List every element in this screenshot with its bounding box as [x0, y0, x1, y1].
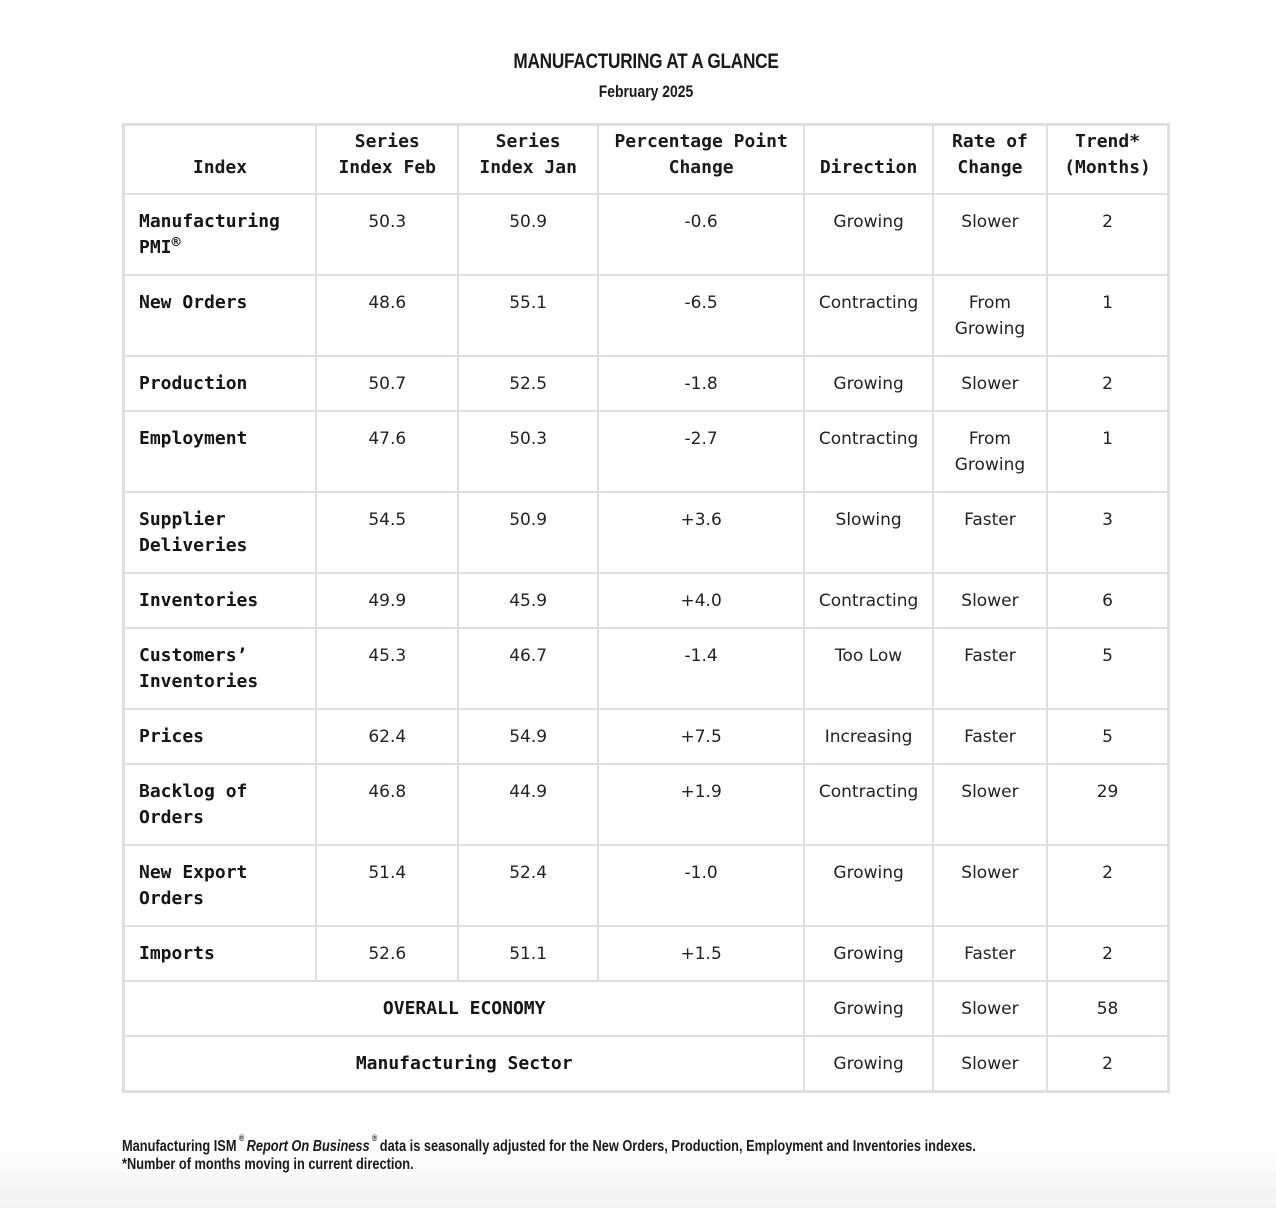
- cell-trend: [1047, 845, 1168, 926]
- cell-trend: [1047, 573, 1168, 628]
- table-row: [124, 573, 1169, 628]
- cell-pp-change: [598, 926, 805, 981]
- cell-rate-text: Slower: [961, 374, 1019, 394]
- cell-direction: [804, 275, 932, 356]
- cell-pp-change: [598, 275, 805, 356]
- cell-index-text: Manufacturing PMI: [139, 211, 280, 258]
- cell-trend: 2: [1047, 1036, 1168, 1092]
- cell-index: [124, 411, 317, 492]
- cell-trend-text: 1: [1102, 429, 1113, 449]
- cell-series-feb: [316, 573, 458, 628]
- cell-series-feb-text: 50.7: [368, 374, 407, 394]
- registered-mark-1: ®: [238, 1133, 245, 1143]
- cell-series-feb: [316, 275, 458, 356]
- table-row: [124, 411, 1169, 492]
- cell-pp-change-text: +1.9: [680, 782, 722, 802]
- header-index: Index: [124, 125, 317, 195]
- cell-series-jan-text: 44.9: [509, 782, 548, 802]
- cell-series-feb-text: 51.4: [368, 863, 407, 883]
- cell-index-text: New Orders: [139, 292, 248, 313]
- cell-series-feb-text: 48.6: [368, 293, 407, 313]
- table-row: [124, 845, 1169, 926]
- cell-series-jan-text: 54.9: [509, 727, 548, 747]
- cell-direction-text: Growing: [833, 863, 904, 883]
- cell-rate-text: From Growing: [954, 293, 1026, 339]
- table-row: [124, 764, 1169, 845]
- footnote: [122, 1133, 976, 1174]
- cell-index-text: New Export Orders: [139, 862, 248, 909]
- cell-direction-text: Slowing: [835, 510, 902, 530]
- cell-series-jan-text: 46.7: [509, 646, 548, 666]
- cell-direction: [804, 411, 932, 492]
- cell-series-jan: [458, 845, 597, 926]
- cell-pp-change: [598, 356, 805, 411]
- cell-direction-text: Increasing: [824, 727, 913, 747]
- cell-series-feb: [316, 845, 458, 926]
- cell-direction: [804, 628, 932, 709]
- cell-index: [124, 492, 317, 573]
- cell-trend: [1047, 194, 1168, 275]
- cell-direction-text: Too Low: [835, 646, 903, 666]
- cell-index-text: Supplier Deliveries: [139, 509, 248, 556]
- cell-pp-change-text: -1.8: [684, 374, 718, 394]
- cell-direction: Growing: [804, 1036, 932, 1092]
- cell-series-feb: [316, 709, 458, 764]
- summary-row: [124, 981, 1169, 1036]
- cell-series-feb-text: 46.8: [368, 782, 407, 802]
- cell-rate: [933, 573, 1047, 628]
- cell-index-text: Imports: [139, 943, 215, 964]
- cell-rate-text: Faster: [964, 944, 1016, 964]
- cell-trend: 58: [1047, 981, 1168, 1036]
- cell-rate-text: From Growing: [954, 429, 1026, 475]
- cell-pp-change-text: -0.6: [684, 212, 718, 232]
- cell-series-jan-text: 50.9: [509, 510, 548, 530]
- cell-series-feb: [316, 194, 458, 275]
- header-series-jan: Series Index Jan: [458, 125, 597, 195]
- cell-trend-text: 29: [1096, 782, 1119, 802]
- cell-series-jan: [458, 492, 597, 573]
- cell-series-feb: [316, 926, 458, 981]
- cell-trend-text: 1: [1102, 293, 1113, 313]
- cell-direction: [804, 926, 932, 981]
- cell-direction: [804, 194, 932, 275]
- cell-trend: [1047, 275, 1168, 356]
- cell-trend: [1047, 709, 1168, 764]
- cell-series-feb-text: 45.3: [368, 646, 407, 666]
- cell-rate: [933, 356, 1047, 411]
- header-row: [124, 125, 1169, 195]
- table-row: [124, 709, 1169, 764]
- cell-rate-text: Slower: [961, 591, 1019, 611]
- cell-pp-change: [598, 411, 805, 492]
- cell-series-jan: [458, 926, 597, 981]
- cell-trend-text: 2: [1102, 374, 1113, 394]
- cell-series-jan-text: 52.4: [509, 863, 548, 883]
- manufacturing-table: [122, 123, 1170, 1093]
- summary-label: Manufacturing Sector: [124, 1036, 805, 1092]
- cell-direction-text: Contracting: [818, 782, 919, 802]
- cell-pp-change: [598, 845, 805, 926]
- cell-series-feb-text: 62.4: [368, 727, 407, 747]
- cell-trend-text: 2: [1102, 212, 1113, 232]
- cell-series-feb-text: 54.5: [368, 510, 407, 530]
- header-direction: Direction: [804, 125, 932, 195]
- cell-index: [124, 628, 317, 709]
- cell-series-feb-text: 52.6: [368, 944, 407, 964]
- cell-direction-text: Growing: [833, 944, 904, 964]
- table-row: [124, 356, 1169, 411]
- cell-direction: [804, 709, 932, 764]
- cell-direction: [804, 764, 932, 845]
- cell-index-text: Production: [139, 373, 248, 394]
- cell-rate: [933, 628, 1047, 709]
- cell-trend-text: 5: [1102, 727, 1113, 747]
- cell-direction-text: Growing: [833, 212, 904, 232]
- cell-series-jan-text: 55.1: [509, 293, 548, 313]
- cell-direction: [804, 492, 932, 573]
- cell-series-feb-text: 49.9: [368, 591, 407, 611]
- cell-pp-change-text: -1.0: [684, 863, 718, 883]
- cell-index: [124, 845, 317, 926]
- cell-trend: [1047, 764, 1168, 845]
- cell-rate: [933, 194, 1047, 275]
- cell-rate-text: Slower: [961, 212, 1019, 232]
- cell-trend-text: 2: [1102, 863, 1113, 883]
- cell-pp-change-text: -2.7: [684, 429, 718, 449]
- header-series-feb: Series Index Feb: [316, 125, 458, 195]
- cell-direction: [804, 845, 932, 926]
- cell-rate: [933, 492, 1047, 573]
- cell-series-feb: [316, 356, 458, 411]
- cell-pp-change-text: +4.0: [680, 591, 722, 611]
- cell-series-jan: [458, 411, 597, 492]
- cell-index-text: Customers’ Inventories: [139, 645, 259, 692]
- cell-pp-change: [598, 764, 805, 845]
- cell-index: [124, 573, 317, 628]
- cell-series-jan-text: 45.9: [509, 591, 548, 611]
- cell-rate: [933, 764, 1047, 845]
- cell-index: [124, 194, 317, 275]
- cell-series-feb: [316, 764, 458, 845]
- header-trend: Trend* (Months): [1047, 125, 1168, 195]
- cell-series-jan-text: 51.1: [509, 944, 548, 964]
- cell-pp-change: [598, 709, 805, 764]
- cell-direction-text: Contracting: [818, 293, 919, 313]
- cell-series-feb: [316, 492, 458, 573]
- table-row: [124, 492, 1169, 573]
- cell-index-text: Backlog of Orders: [139, 781, 248, 828]
- cell-series-feb-text: 47.6: [368, 429, 407, 449]
- cell-trend-text: 3: [1102, 510, 1113, 530]
- cell-pp-change-text: +3.6: [680, 510, 722, 530]
- cell-trend: [1047, 492, 1168, 573]
- header-pp-change: Percentage Point Change: [598, 125, 805, 195]
- footnote-report-title: Report On Business: [246, 1138, 370, 1155]
- table-row: [124, 275, 1169, 356]
- footnote-part1: Manufacturing ISM: [122, 1138, 237, 1155]
- cell-series-jan: [458, 709, 597, 764]
- cell-direction: Growing: [804, 981, 932, 1036]
- cell-pp-change-text: +7.5: [680, 727, 722, 747]
- cell-rate: [933, 275, 1047, 356]
- cell-index-text: Inventories: [139, 590, 259, 611]
- cell-index: [124, 709, 317, 764]
- cell-pp-change: [598, 492, 805, 573]
- cell-series-jan-text: 52.5: [509, 374, 548, 394]
- header-rate: Rate of Change: [933, 125, 1047, 195]
- cell-direction-text: Contracting: [818, 429, 919, 449]
- cell-pp-change-text: +1.5: [680, 944, 722, 964]
- cell-pp-change-text: -1.4: [684, 646, 718, 666]
- page-title: MANUFACTURING AT A GLANCE: [513, 50, 779, 73]
- cell-rate: [933, 411, 1047, 492]
- cell-rate-text: Slower: [961, 863, 1019, 883]
- cell-series-jan-text: 50.9: [509, 212, 548, 232]
- cell-series-jan: [458, 764, 597, 845]
- cell-series-feb: [316, 628, 458, 709]
- cell-index: [124, 356, 317, 411]
- cell-trend: [1047, 356, 1168, 411]
- table-row: [124, 926, 1169, 981]
- cell-pp-change: [598, 573, 805, 628]
- cell-series-jan: [458, 275, 597, 356]
- cell-rate: Slower: [933, 981, 1047, 1036]
- footnote-part3: data is seasonally adjusted for the New Orders, Production, Employment and Inventories indexes.: [379, 1138, 976, 1155]
- cell-direction: [804, 356, 932, 411]
- table-row: [124, 628, 1169, 709]
- cell-rate-text: Slower: [961, 782, 1019, 802]
- cell-trend-text: 6: [1102, 591, 1113, 611]
- registered-mark-2: ®: [372, 1133, 378, 1143]
- cell-pp-change: [598, 628, 805, 709]
- cell-direction-text: Growing: [833, 374, 904, 394]
- cell-direction: [804, 573, 932, 628]
- cell-rate: Slower: [933, 1036, 1047, 1092]
- summary-row: [124, 1036, 1169, 1092]
- cell-rate-text: Faster: [964, 727, 1016, 747]
- cell-rate: [933, 926, 1047, 981]
- cell-index-text: Employment: [139, 428, 248, 449]
- cell-trend-text: 2: [1102, 944, 1113, 964]
- cell-index: [124, 275, 317, 356]
- cell-rate: [933, 709, 1047, 764]
- footnote-line2: *Number of months moving in current direction.: [122, 1156, 414, 1173]
- cell-series-feb: [316, 411, 458, 492]
- cell-pp-change: [598, 194, 805, 275]
- cell-index: [124, 764, 317, 845]
- cell-index: [124, 926, 317, 981]
- cell-rate-text: Faster: [964, 646, 1016, 666]
- cell-rate-text: Faster: [964, 510, 1016, 530]
- cell-trend-text: 5: [1102, 646, 1113, 666]
- cell-trend: [1047, 628, 1168, 709]
- table-row: [124, 194, 1169, 275]
- cell-rate: [933, 845, 1047, 926]
- cell-trend: [1047, 926, 1168, 981]
- registered-mark: ®: [171, 233, 181, 251]
- cell-series-jan: [458, 194, 597, 275]
- cell-pp-change-text: -6.5: [684, 293, 718, 313]
- cell-direction-text: Contracting: [818, 591, 919, 611]
- summary-label: OVERALL ECONOMY: [124, 981, 805, 1036]
- cell-series-jan-text: 50.3: [509, 429, 548, 449]
- cell-index-text: Prices: [139, 726, 205, 747]
- cell-series-jan: [458, 573, 597, 628]
- cell-series-feb-text: 50.3: [368, 212, 407, 232]
- cell-series-jan: [458, 628, 597, 709]
- page-subtitle: February 2025: [598, 82, 694, 101]
- cell-series-jan: [458, 356, 597, 411]
- cell-trend: [1047, 411, 1168, 492]
